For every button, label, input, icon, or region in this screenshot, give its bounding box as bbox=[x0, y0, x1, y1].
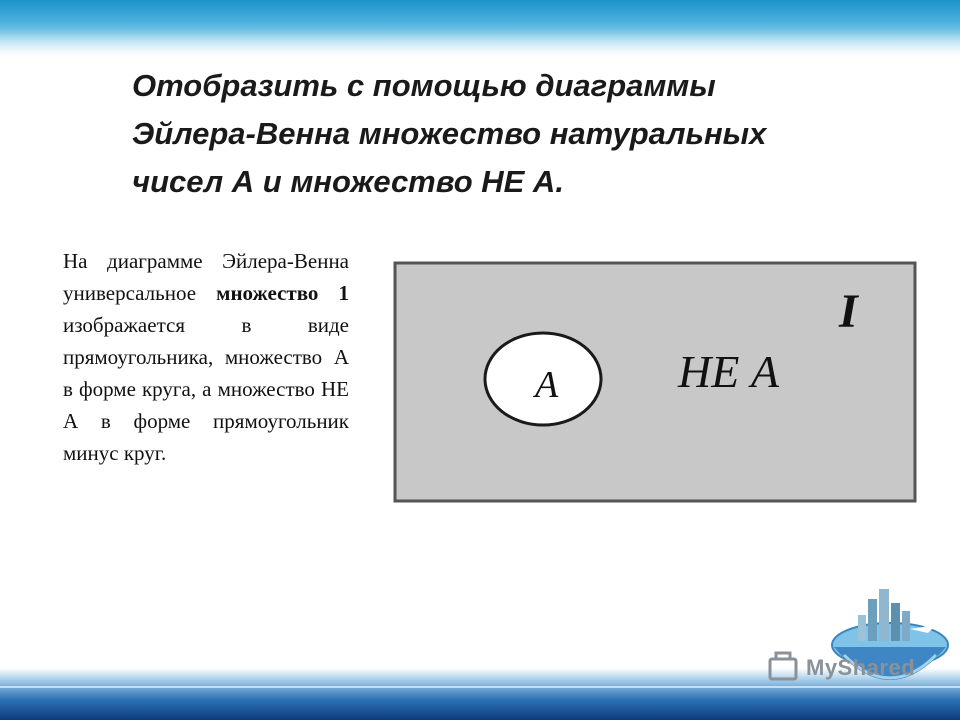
universal-set-label: I bbox=[839, 285, 858, 338]
universal-set-rectangle bbox=[395, 263, 915, 501]
logo-text: MyShared bbox=[806, 655, 916, 680]
title-line-1: Отобразить с помощью диаграммы bbox=[132, 68, 716, 103]
top-decorative-band bbox=[0, 0, 960, 60]
explanation-text-end: изображается в виде прямоугольника, множество А в форме круга, а множество НЕ А в форме прямоугольник минус круг. bbox=[63, 313, 349, 465]
explanation-bold-term: множество 1 bbox=[216, 281, 349, 305]
title-line-2: Эйлера-Венна множество натуральных bbox=[132, 116, 767, 151]
diagram-canvas bbox=[393, 261, 919, 506]
myshared-logo bbox=[760, 585, 960, 697]
title-line-3: чисел А и множество НЕ А. bbox=[132, 164, 564, 199]
complement-label: НЕ А bbox=[678, 346, 779, 397]
explanation-text-start: На диаграмме Эйлера-Венна универсальное bbox=[63, 249, 349, 305]
euler-venn-diagram bbox=[393, 261, 919, 506]
slide-title bbox=[132, 62, 922, 206]
explanation-paragraph bbox=[63, 245, 349, 469]
set-a-label: A bbox=[535, 364, 559, 406]
